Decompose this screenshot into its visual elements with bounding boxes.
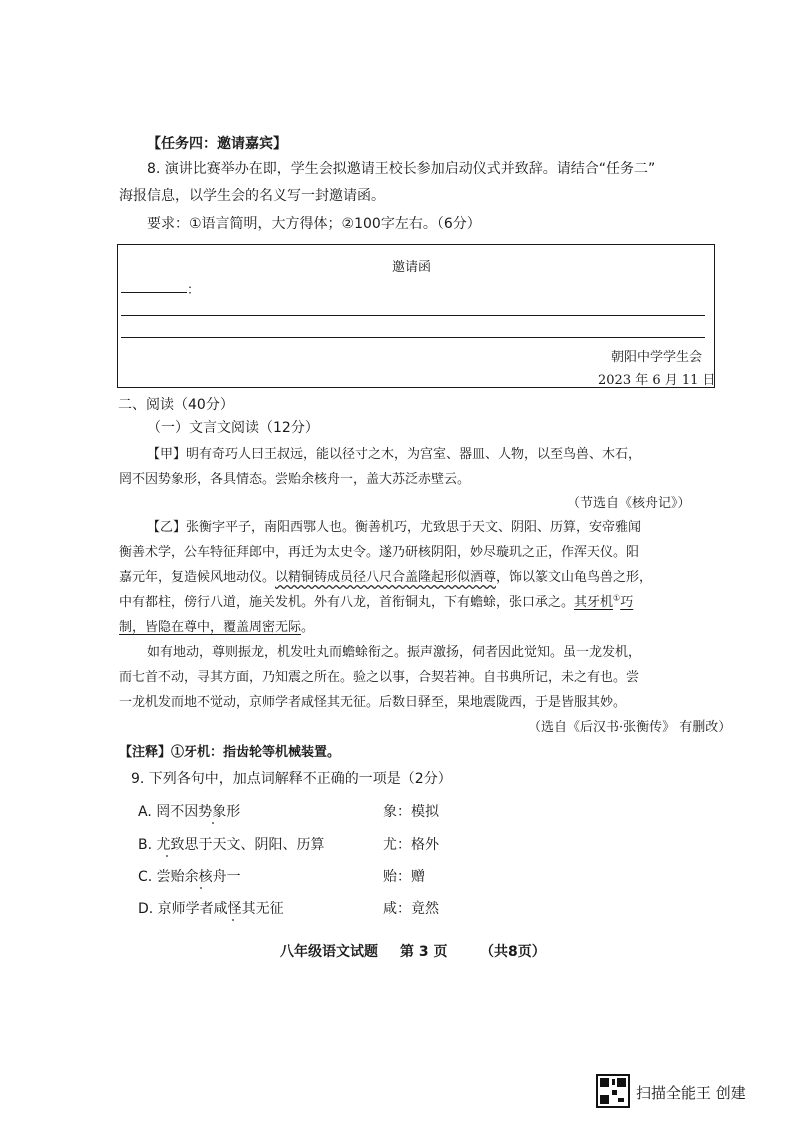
invitation-date: 2023 年 6 月 11 日 [598,373,716,388]
emphasis-dot [232,919,234,921]
passage-jia-line2: 罔不因势象形，各具情态。尝贻余核舟一，盖大苏泛赤壁云。 [119,472,471,487]
emphasis-dot [166,855,168,857]
line3-pre: 嘉元年，复造候风地动仪。 [119,570,276,585]
q9-option-c[interactable]: C. 尝贻余核舟一 [138,869,241,885]
emphasis-dot [200,887,202,889]
line5-pre: 制，皆隐在尊中， [119,620,224,635]
line4-underlined: 其牙机 [574,595,614,610]
footnote-marker: ① [613,593,621,603]
footer-title: 八年级语文试题 [280,944,378,960]
passage-yi-line6: 如有地动，尊则振龙，机发吐丸而蟾蜍衔之。振声激扬，伺者因此觉知。虽一龙发机， [147,645,642,660]
invitation-title: 邀请函 [392,260,432,275]
task4-header: 【任务四：邀请嘉宾】 [147,136,287,152]
q9-option-a[interactable]: A. 罔不因势象形 [138,804,241,820]
passage-jia-source: （节选自《核舟记》） [567,496,691,511]
line5-post: 。 [301,620,315,635]
emphasis-dot [212,822,214,824]
scanner-badge-text: 扫描全能王 创建 [636,1084,746,1102]
footer-page: 第 3 页 [400,944,448,960]
salutation-colon: ： [187,283,201,298]
q8-line1: 8. 演讲比赛举办在即，学生会拟邀请王校长参加启动仪式并致辞。请结合“任务二” [147,161,656,177]
passage-yi-line5 [119,616,314,635]
q9-option-d-gloss: 咸：竟然 [383,901,439,917]
passage-yi-line2: 衡善术学，公车特征拜郎中，再迁为太史令。遂乃研核阴阳，妙尽璇玑之正，作浑天仪。阳 [119,545,640,560]
q8-requirements: 要求：①语言简明，大方得体；②100字左右。（6分） [147,216,481,232]
passage-yi-line8: 一龙机发而地不觉动，京师学者咸怪其无征。后数日驿至，果地震陇西，于是皆服其妙。 [119,695,627,710]
qr-code-icon [596,1074,630,1108]
line5-underlined: 覆盖周密无际 [223,620,302,635]
q9-stem: 9. 下列各句中，加点词解释不正确的一项是（2分） [131,771,452,787]
annotation: 【注释】①牙机：指齿轮等机械装置。 [119,745,341,760]
line4-pre: 中有都柱，傍行八道，施关发机。外有八龙，首衔铜丸，下有蟾蜍，张口承之。 [119,595,575,610]
line3-underlined: 以精铜铸成员径八尺合盖隆起形似酒尊 [275,570,497,585]
passage-yi-line4 [119,591,633,610]
salutation-blank[interactable] [121,292,187,293]
passage-yi-line7: 而七首不动，寻其方面，乃知震之所在。验之以事，合契若神。自书典所记，未之有也。尝 [119,670,640,685]
passage-jia-line1: 【甲】明有奇巧人曰王叔远，能以径寸之木，为宫室、器皿、人物，以至鸟兽、木石， [147,447,642,462]
section2-title: 二、阅读（40分） [118,397,234,413]
line4-underlined-2: 巧 [620,595,634,610]
passage-yi-line3 [119,566,652,585]
q9-option-b[interactable]: B. 尤致思于天文、阴阳、历算 [138,837,325,853]
invitation-signature: 朝阳中学学生会 [611,350,703,365]
answer-line-2[interactable] [121,337,705,338]
line3-post: ，饰以篆文山龟鸟兽之形， [496,570,653,585]
q9-option-d[interactable]: D. 京师学者咸怪其无征 [138,901,284,917]
passage-yi-source: （选自《后汉书·张衡传》 有删改） [528,720,732,735]
footer-total: （共8页） [480,944,546,960]
q9-option-b-gloss: 尤：格外 [383,837,439,853]
passage-yi-line1: 【乙】张衡字平子，南阳西鄂人也。衡善机巧，尤致思于天文、阴阳、历算，安帝雅闻 [147,520,642,535]
section2-part1-title: （一）文言文阅读（12分） [147,420,319,436]
answer-line-1[interactable] [121,315,705,316]
q9-option-a-gloss: 象：模拟 [383,804,439,820]
q9-option-c-gloss: 贻：赠 [383,869,425,885]
q8-line2: 海报信息，以学生会的名义写一封邀请函。 [119,188,385,204]
